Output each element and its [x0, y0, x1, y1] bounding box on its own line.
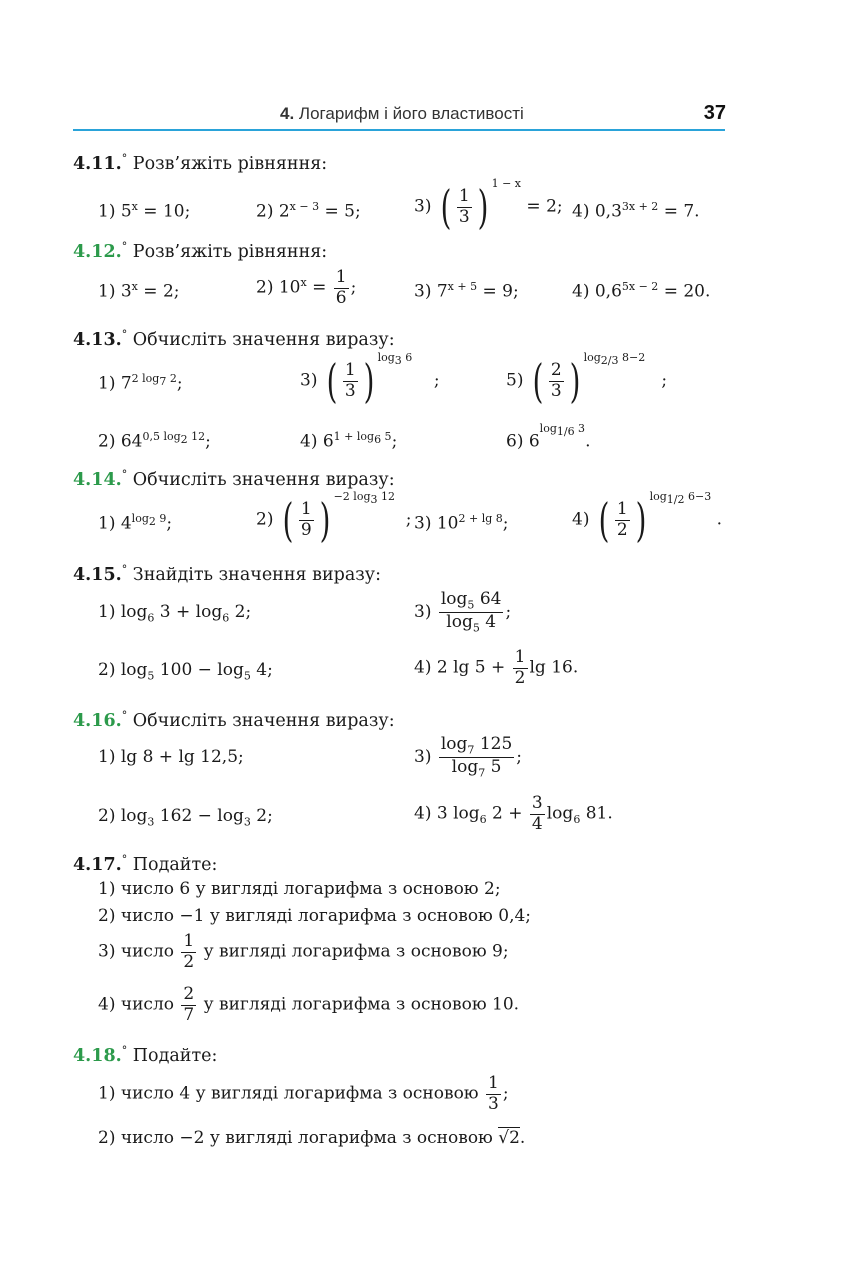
p411-item-2: 2) $2^{x - 3} = 5$; — [256, 200, 361, 222]
p413-item-1: 1) $7^{2 log_7 2}$; — [98, 372, 183, 394]
p417-item-3: 3) число $\frac{1}{2}$ у вигляді логарифма з основою 9; — [98, 931, 509, 972]
p412-item-3: 3) $7^{x + 5} = 9$; — [414, 280, 519, 302]
p416-item-3: 3) $\frac{\log_7 125}{\log_7 5}$ ; — [414, 734, 523, 780]
problem-4-13-heading: 4.13.° Обчисліть значення виразу: — [73, 328, 395, 350]
problem-4-12-heading: 4.12.° Розв’яжіть рівняння: — [73, 240, 328, 262]
p415-item-1: 1) $\log_6 3 + \log_6 2$; — [98, 602, 252, 625]
p412-item-4: 4) $0,6^{5x - 2} = 20$. — [572, 280, 711, 302]
running-header — [0, 104, 850, 128]
problem-4-17-heading: 4.17.° Подайте: — [73, 853, 218, 875]
p415-item-4: 4) 2 lg 5 + $\frac{1}{2}$ lg 16. — [414, 647, 579, 688]
p413-item-4: 4) $6^{1 + log_6 5}$; — [300, 430, 398, 452]
p413-item-2: 2) $64^{0,5 log_2 12}$; — [98, 430, 211, 452]
p418-item-2: 2) число −2 у вигляді логарифма з основою √2. — [98, 1128, 526, 1148]
problem-4-15-heading: 4.15.° Знайдіть значення виразу: — [73, 563, 381, 585]
p417-item-2: 2) число −1 у вигляді логарифма з основою 0,4; — [98, 906, 532, 926]
p413-item-3: 3) ( $\frac{1}{3}$ ) $^{log_3 6}$ ; — [300, 350, 440, 408]
p412-item-2: 2) $10^x$ = $\frac{1}{6}$ ; — [256, 267, 357, 308]
problem-4-16-heading: 4.16.° Обчисліть значення виразу: — [73, 709, 395, 731]
chapter-title: 4. Логарифм і його властивості — [280, 104, 524, 123]
p413-item-6: 6) $6^{log_{1/6} 3}$. — [506, 422, 591, 452]
problem-4-18-heading: 4.18.° Подайте: — [73, 1044, 218, 1066]
p416-item-2: 2) $\log_3 162 - \log_3 2$; — [98, 806, 273, 829]
p417-item-4: 4) число $\frac{2}{7}$ у вигляді логарифма з основою 10. — [98, 984, 520, 1025]
p411-item-4: 4) $0,3^{3x + 2} = 7$. — [572, 200, 700, 222]
p416-item-4: 4) 3 $\log_6 2$ + $\frac{3}{4}$ $\log_6 81$. — [414, 793, 613, 834]
p417-item-1: 1) число 6 у вигляді логарифма з основою 2; — [98, 879, 501, 899]
problem-4-11-heading: 4.11.° Розв’яжіть рівняння: — [73, 152, 328, 174]
p416-item-1: 1) lg 8 + lg 12,5; — [98, 747, 244, 767]
p413-item-5: 5) ( $\frac{2}{3}$ ) $^{log_{2/3} 8-2}$ ; — [506, 350, 668, 408]
p414-item-4: 4) ( $\frac{1}{2}$ ) $^{log_{1/2} 6-3}$ . — [572, 489, 723, 547]
header-rule — [73, 129, 725, 131]
p414-item-1: 1) $4^{log_2 9}$; — [98, 512, 173, 534]
p415-item-3: 3) $\frac{\log_5 64}{\log_5 4}$ ; — [414, 589, 512, 635]
p411-item-3: 3) ( $\frac{1}{3}$ ) $^{1 - x}$ = 2; — [414, 176, 563, 234]
page-number: 37 — [703, 102, 726, 124]
p414-item-3: 3) $10^{2 + lg 8}$; — [414, 512, 509, 534]
p418-item-1: 1) число 4 у вигляді логарифма з основою $\frac{1}{3}$ ; — [98, 1073, 509, 1114]
p414-item-2: 2) ( $\frac{1}{9}$ ) $^{-2 log_3 12}$ ; — [256, 489, 412, 547]
p415-item-2: 2) $\log_5 100 - \log_5 4$; — [98, 660, 273, 683]
p411-item-1: 1) $5^x = 10$; — [98, 200, 191, 222]
problem-4-14-heading: 4.14.° Обчисліть значення виразу: — [73, 468, 395, 490]
p412-item-1: 1) $3^x = 2$; — [98, 280, 180, 302]
